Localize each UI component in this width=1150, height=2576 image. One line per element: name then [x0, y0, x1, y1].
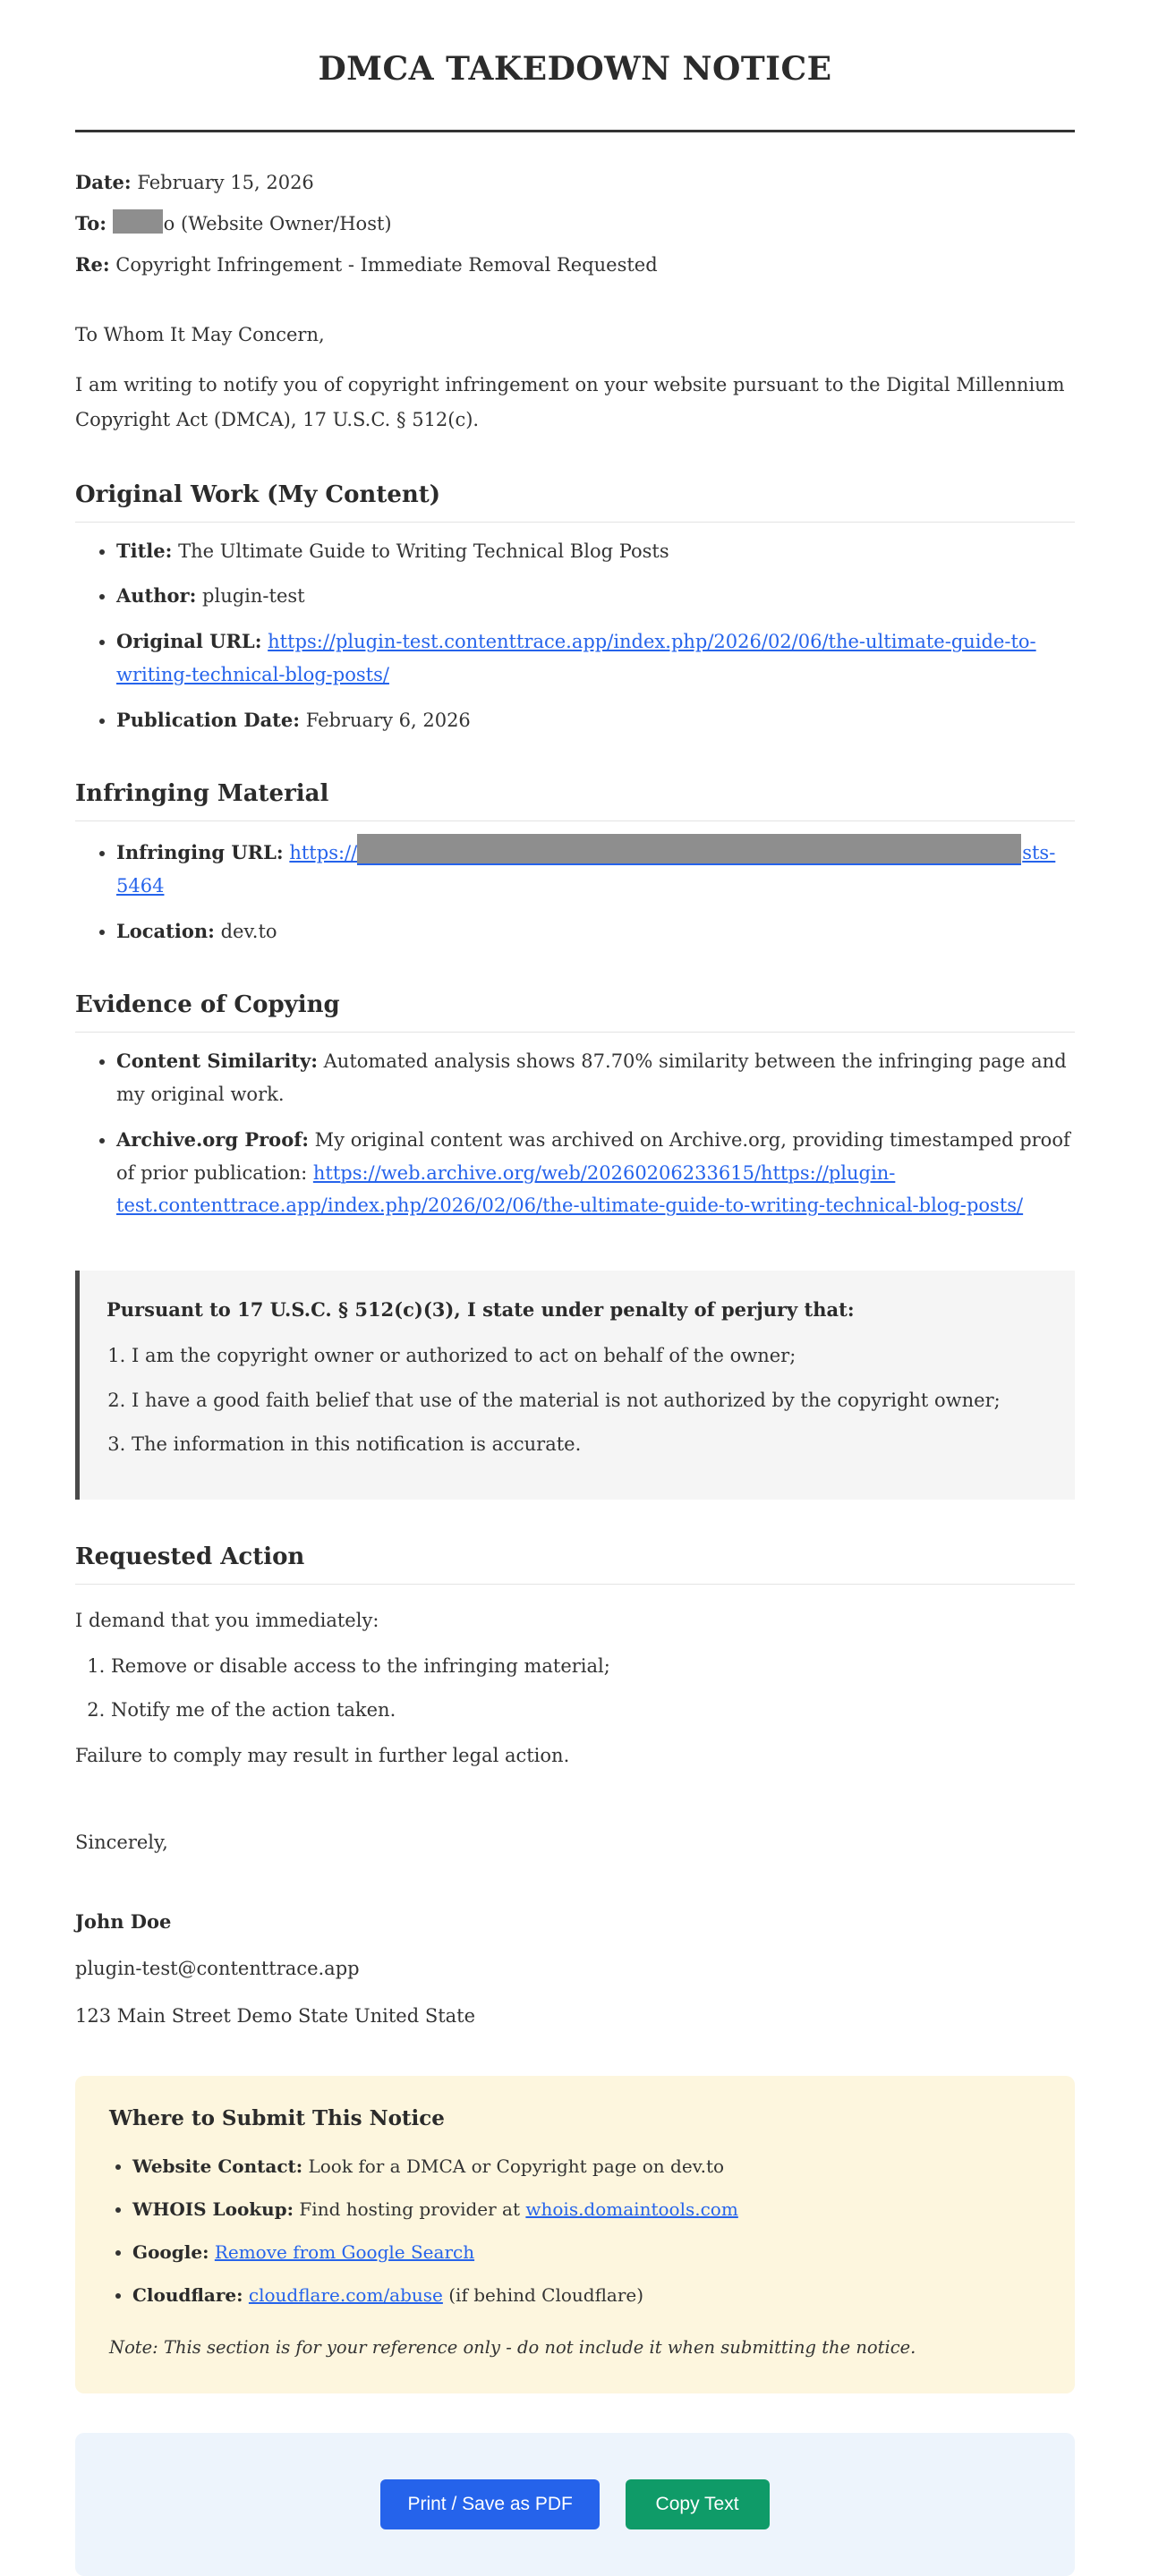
list-item-title: [116, 535, 1075, 568]
original-url-link[interactable]: https://plugin-test.contenttrace.app/index.php/2026/02/06/the-ultimate-guide-to-writing-technical-blog-posts/: [116, 631, 1036, 685]
declaration-item: 2. I have a good faith belief that use of the material is not authorized by the copyright owner;: [132, 1384, 1043, 1417]
demand-item: 2. Notify me of the action taken.: [111, 1694, 1075, 1727]
cloudflare-abuse-link[interactable]: cloudflare.com/abuse: [248, 2284, 443, 2307]
to-line: [75, 208, 1075, 241]
re-value: Copyright Infringement - Immediate Removal Requested: [115, 253, 658, 276]
list-item-website-contact: [132, 2151, 1041, 2182]
location-value: dev.to: [220, 920, 277, 942]
cloudflare-label: Cloudflare:: [132, 2284, 243, 2307]
title-value: The Ultimate Guide to Writing Technical Blog Posts: [178, 540, 669, 562]
infringing-url-visible-1: sts-: [1022, 842, 1056, 864]
list-item-infringing-url: [116, 834, 1075, 903]
print-save-pdf-button[interactable]: Print / Save as PDF: [380, 2479, 599, 2529]
publication-date-value: February 6, 2026: [305, 709, 471, 731]
author-value: plugin-test: [202, 585, 305, 608]
evidence-list: [75, 1045, 1075, 1222]
page-title: DMCA TAKEDOWN NOTICE: [318, 50, 832, 88]
list-item-author: [116, 580, 1075, 613]
list-item-original-url: [116, 625, 1075, 692]
submit-info-list: [109, 2151, 1041, 2311]
infringing-url-visible-2: 5464: [116, 874, 165, 897]
copy-text-button[interactable]: Copy Text: [626, 2479, 770, 2529]
list-item-whois-lookup: [132, 2194, 1041, 2225]
salutation: To Whom It May Concern,: [75, 324, 325, 346]
list-item-cloudflare: [132, 2280, 1041, 2311]
submit-note: Note: This section is for your reference only - do not include it when submitting the notice.: [109, 2337, 916, 2359]
signer-email: plugin-test@contenttrace.app: [75, 1958, 360, 1980]
infringing-material-list: [75, 834, 1075, 948]
location-label: Location:: [116, 919, 215, 942]
notice-meta: [75, 166, 1075, 281]
to-suffix: (Website Owner/Host): [181, 212, 392, 234]
list-item-location: [116, 915, 1075, 948]
list-item-google: [132, 2237, 1041, 2268]
similarity-label: Content Similarity:: [116, 1050, 318, 1073]
declaration-list: [106, 1339, 1043, 1461]
submit-info-heading: Where to Submit This Notice: [109, 2105, 445, 2130]
to-visible-text: o: [163, 212, 175, 234]
demand-item: 1. Remove or disable access to the infringing material;: [111, 1650, 1075, 1683]
closing-warning: Failure to comply may result in further legal action.: [75, 1745, 570, 1767]
demand-list: [75, 1650, 1075, 1728]
actions-bar: [75, 2433, 1075, 2576]
demand-intro: I demand that you immediately:: [75, 1609, 379, 1631]
original-work-list: [75, 535, 1075, 737]
submit-info-box: [75, 2076, 1075, 2393]
infringing-url-prefix: https://: [289, 842, 358, 864]
list-item-publication-date: [116, 704, 1075, 737]
date-value: February 15, 2026: [137, 172, 314, 194]
archive-link[interactable]: https://web.archive.org/web/20260206233615/https://plugin-test.contenttrace.app/index.php/2026/02/06/the-ultimate-guide-to-writing-technical-blog-posts/: [116, 1161, 1024, 1217]
section-heading-requested-action: Requested Action: [75, 1543, 1075, 1585]
redaction-box: [357, 834, 1021, 865]
section-heading-infringing-material: Infringing Material: [75, 779, 1075, 821]
re-label: Re:: [75, 252, 110, 276]
whois-link[interactable]: whois.domaintools.com: [525, 2198, 738, 2221]
re-line: [75, 249, 1075, 282]
publication-date-label: Publication Date:: [116, 708, 300, 731]
google-removal-link[interactable]: Remove from Google Search: [214, 2241, 475, 2264]
list-item-archive-proof: [116, 1124, 1075, 1222]
whois-text: Find hosting provider at: [299, 2198, 521, 2221]
section-heading-evidence: Evidence of Copying: [75, 990, 1075, 1033]
whois-label: WHOIS Lookup:: [132, 2198, 294, 2221]
author-label: Author:: [116, 584, 197, 608]
declaration-item: 1. I am the copyright owner or authorized to act on behalf of the owner;: [132, 1339, 1043, 1373]
title-divider: [75, 130, 1075, 132]
intro-paragraph: I am writing to notify you of copyright infringement on your website pursuant to the Digital Millennium Copyright Act (DMCA), 17 U.S.C. § 512(c).: [75, 374, 1065, 431]
website-contact-text: Look for a DMCA or Copyright page on dev.to: [308, 2155, 725, 2178]
to-label: To:: [75, 211, 106, 234]
similarity-value: Automated analysis shows 87.70% similarity between the infringing page and my original work.: [116, 1050, 1067, 1106]
section-heading-original-work: Original Work (My Content): [75, 480, 1075, 523]
list-item-content-similarity: [116, 1045, 1075, 1111]
perjury-declaration-block: [75, 1271, 1075, 1500]
declaration-intro: Pursuant to 17 U.S.C. § 512(c)(3), I state under penalty of perjury that:: [106, 1298, 855, 1322]
declaration-item: 3. The information in this notification is accurate.: [132, 1428, 1043, 1461]
original-url-label: Original URL:: [116, 630, 262, 653]
redaction-box: [113, 209, 163, 234]
website-contact-label: Website Contact:: [132, 2155, 303, 2178]
cloudflare-suffix: (if behind Cloudflare): [448, 2284, 644, 2307]
google-label: Google:: [132, 2241, 209, 2264]
date-line: [75, 166, 1075, 200]
date-label: Date:: [75, 171, 132, 194]
archive-proof-text: My original content was archived on Archive.org, providing timestamped proof of prior publication:: [116, 1128, 1070, 1184]
signature-salutation: Sincerely,: [75, 1831, 168, 1853]
title-label: Title:: [116, 539, 173, 562]
signer-name: John Doe: [75, 1909, 172, 1933]
infringing-url-label: Infringing URL:: [116, 841, 284, 864]
archive-proof-label: Archive.org Proof:: [116, 1127, 309, 1151]
notice-document: [75, 0, 1075, 2576]
signer-address: 123 Main Street Demo State United State: [75, 2005, 476, 2028]
